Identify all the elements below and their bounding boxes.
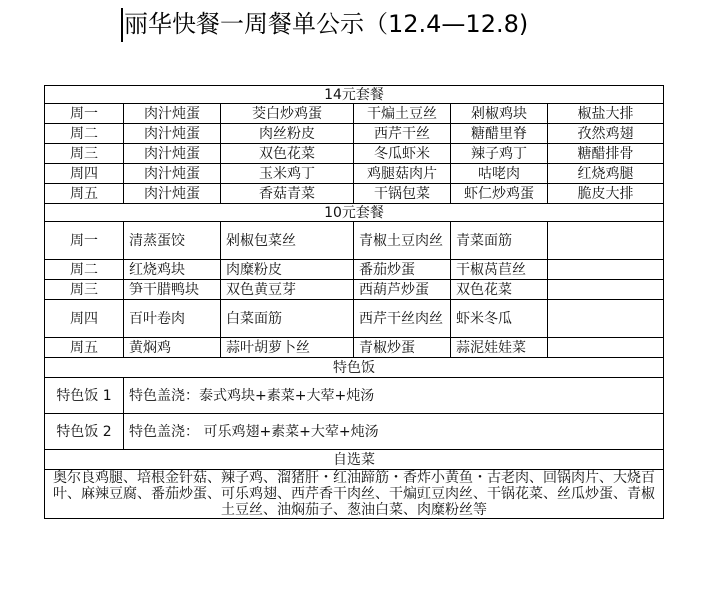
dish-cell: 西芹干丝 — [354, 124, 451, 144]
optional-header-row — [45, 450, 664, 470]
special-desc-cell: 特色盖浇：泰式鸡块+素菜+大荤+炖汤 — [124, 378, 664, 414]
dish-cell: 红烧鸡腿 — [548, 164, 664, 184]
set14-row — [45, 184, 664, 204]
dish-cell: 西芹干丝肉丝 — [354, 300, 451, 338]
dish-cell: 干椒莴苣丝 — [451, 260, 548, 280]
dish-cell: 干煸土豆丝 — [354, 104, 451, 124]
special-desc-cell: 特色盖浇： 可乐鸡翅+素菜+大荤+炖汤 — [124, 414, 664, 450]
dish-cell: 番茄炒蛋 — [354, 260, 451, 280]
dish-cell: 香菇青菜 — [221, 184, 354, 204]
set10-row — [45, 300, 664, 338]
dish-cell: 剁椒包菜丝 — [221, 222, 354, 260]
text-cursor — [121, 8, 123, 42]
dish-cell: 糖醋排骨 — [548, 144, 664, 164]
dish-cell: 白菜面筋 — [221, 300, 354, 338]
dish-cell: 青椒炒蛋 — [354, 338, 451, 358]
dish-cell: 双色花菜 — [451, 280, 548, 300]
optional-row — [45, 470, 664, 519]
set10-row — [45, 280, 664, 300]
dish-cell: 玉米鸡丁 — [221, 164, 354, 184]
dish-cell: 蒜泥娃娃菜 — [451, 338, 548, 358]
dish-cell: 孜然鸡翅 — [548, 124, 664, 144]
set10-row — [45, 260, 664, 280]
day-cell: 周一 — [45, 222, 124, 260]
dish-cell: 虾米冬瓜 — [451, 300, 548, 338]
day-cell: 周四 — [45, 300, 124, 338]
dish-cell: 肉丝粉皮 — [221, 124, 354, 144]
special-header-row — [45, 358, 664, 378]
dish-cell: 肉汁炖蛋 — [124, 144, 221, 164]
day-cell: 周二 — [45, 124, 124, 144]
dish-cell: 咕咾肉 — [451, 164, 548, 184]
dish-cell: 百叶卷肉 — [124, 300, 221, 338]
dish-cell — [548, 338, 664, 358]
dish-cell — [548, 280, 664, 300]
set10-header: 10元套餐 — [45, 204, 664, 222]
dish-cell: 冬瓜虾米 — [354, 144, 451, 164]
special-name-cell: 特色饭 2 — [45, 414, 124, 450]
dish-cell — [548, 300, 664, 338]
day-cell: 周三 — [45, 280, 124, 300]
set10-row — [45, 338, 664, 358]
dish-cell: 肉汁炖蛋 — [124, 184, 221, 204]
dish-cell: 双色黄豆芽 — [221, 280, 354, 300]
dish-cell: 笋干腊鸭块 — [124, 280, 221, 300]
day-cell: 周三 — [45, 144, 124, 164]
day-cell: 周四 — [45, 164, 124, 184]
dish-cell: 剁椒鸡块 — [451, 104, 548, 124]
dish-cell: 辣子鸡丁 — [451, 144, 548, 164]
day-cell: 周五 — [45, 184, 124, 204]
dish-cell: 肉汁炖蛋 — [124, 104, 221, 124]
optional-header: 自选菜 — [45, 450, 664, 470]
dish-cell: 鸡腿菇肉片 — [354, 164, 451, 184]
dish-cell: 肉汁炖蛋 — [124, 124, 221, 144]
dish-cell: 清蒸蛋饺 — [124, 222, 221, 260]
weekly-menu-table — [44, 85, 664, 519]
dish-cell: 糖醋里脊 — [451, 124, 548, 144]
dish-cell — [548, 222, 664, 260]
dish-cell: 椒盐大排 — [548, 104, 664, 124]
dish-cell: 虾仁炒鸡蛋 — [451, 184, 548, 204]
dish-cell: 肉汁炖蛋 — [124, 164, 221, 184]
day-cell: 周二 — [45, 260, 124, 280]
dish-cell: 黄焖鸡 — [124, 338, 221, 358]
dish-cell: 脆皮大排 — [548, 184, 664, 204]
dish-cell: 双色花菜 — [221, 144, 354, 164]
dish-cell — [548, 260, 664, 280]
dish-cell: 蒜叶胡萝卜丝 — [221, 338, 354, 358]
set14-header: 14元套餐 — [45, 86, 664, 104]
dish-cell: 西葫芦炒蛋 — [354, 280, 451, 300]
set10-row — [45, 222, 664, 260]
special-header: 特色饭 — [45, 358, 664, 378]
special-row — [45, 378, 664, 414]
set10-header-row — [45, 204, 664, 222]
dish-cell: 青椒土豆肉丝 — [354, 222, 451, 260]
set14-row — [45, 144, 664, 164]
set14-row — [45, 124, 664, 144]
set14-row — [45, 104, 664, 124]
page-title: 丽华快餐一周餐单公示（12.4—12.8) — [124, 10, 529, 38]
set14-header-row — [45, 86, 664, 104]
special-name-cell: 特色饭 1 — [45, 378, 124, 414]
dish-cell: 青菜面筋 — [451, 222, 548, 260]
special-row — [45, 414, 664, 450]
dish-cell: 茭白炒鸡蛋 — [221, 104, 354, 124]
day-cell: 周五 — [45, 338, 124, 358]
day-cell: 周一 — [45, 104, 124, 124]
dish-cell: 干锅包菜 — [354, 184, 451, 204]
dish-cell: 红烧鸡块 — [124, 260, 221, 280]
set14-row — [45, 164, 664, 184]
optional-dishes-text: 奥尔良鸡腿、培根金针菇、辣子鸡、溜猪肝・红油蹄筋・香炸小黄鱼・古老肉、回锅肉片、大烧百叶、麻辣豆腐、番茄炒蛋、可乐鸡翅、西芹香干肉丝、干煸豇豆肉丝、干锅花菜、丝瓜炒蛋、青椒土豆丝、油焖茄子、葱油白菜、肉糜粉丝等 — [45, 470, 664, 519]
dish-cell: 肉糜粉皮 — [221, 260, 354, 280]
